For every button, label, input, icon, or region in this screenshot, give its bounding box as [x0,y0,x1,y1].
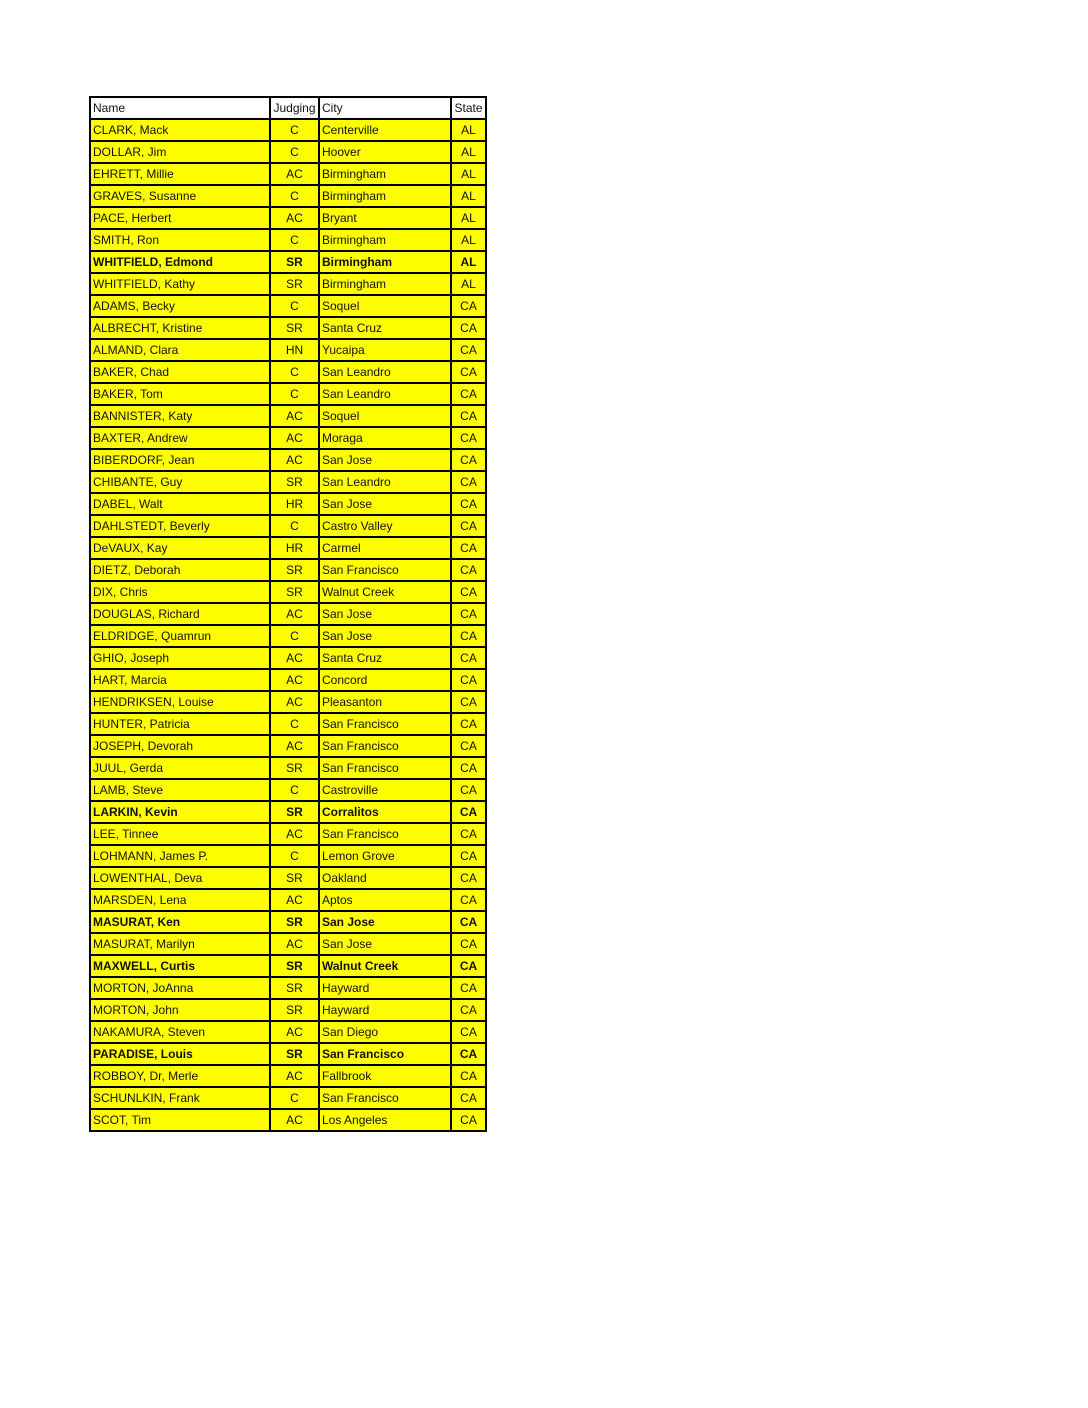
table-row [90,801,486,823]
cell-name: DeVAUX, Kay [90,537,270,559]
cell-judging: AC [270,427,319,449]
cell-city: Corralitos [319,801,451,823]
table-row [90,625,486,647]
cell-name: PACE, Herbert [90,207,270,229]
cell-name: ROBBOY, Dr, Merle [90,1065,270,1087]
cell-name: SCOT, Tim [90,1109,270,1131]
table-row [90,207,486,229]
table-row [90,141,486,163]
cell-city: Hayward [319,999,451,1021]
cell-city: Aptos [319,889,451,911]
table-row [90,1087,486,1109]
table-row [90,427,486,449]
table-row [90,295,486,317]
cell-name: DOLLAR, Jim [90,141,270,163]
cell-name: WHITFIELD, Kathy [90,273,270,295]
table-row [90,339,486,361]
cell-state: CA [451,955,486,977]
cell-name: JOSEPH, Devorah [90,735,270,757]
cell-state: AL [451,119,486,141]
cell-state: AL [451,163,486,185]
cell-name: DAHLSTEDT, Beverly [90,515,270,537]
cell-name: MORTON, John [90,999,270,1021]
cell-city: San Francisco [319,757,451,779]
table-row [90,955,486,977]
cell-state: CA [451,823,486,845]
cell-name: ADAMS, Becky [90,295,270,317]
cell-name: BANNISTER, Katy [90,405,270,427]
cell-state: CA [451,1021,486,1043]
cell-judging: AC [270,647,319,669]
table-row [90,119,486,141]
cell-state: CA [451,405,486,427]
cell-city: San Jose [319,625,451,647]
cell-judging: AC [270,1021,319,1043]
table-row [90,449,486,471]
cell-state: CA [451,779,486,801]
table-row [90,273,486,295]
cell-name: LOWENTHAL, Deva [90,867,270,889]
cell-name: LOHMANN, James P. [90,845,270,867]
cell-state: CA [451,735,486,757]
cell-judging: SR [270,757,319,779]
cell-name: LEE, Tinnee [90,823,270,845]
cell-state: AL [451,273,486,295]
cell-name: HENDRIKSEN, Louise [90,691,270,713]
cell-city: Soquel [319,295,451,317]
cell-city: Soquel [319,405,451,427]
header-judging: Judging [270,97,319,119]
cell-name: DIETZ, Deborah [90,559,270,581]
cell-name: BAKER, Chad [90,361,270,383]
cell-judging: AC [270,933,319,955]
cell-state: CA [451,427,486,449]
cell-state: AL [451,229,486,251]
table-row [90,185,486,207]
cell-name: MORTON, JoAnna [90,977,270,999]
cell-judging: HR [270,493,319,515]
cell-city: San Francisco [319,1087,451,1109]
table-row [90,647,486,669]
cell-name: CLARK, Mack [90,119,270,141]
cell-judging: C [270,185,319,207]
table-row [90,867,486,889]
cell-judging: HN [270,339,319,361]
table-row [90,405,486,427]
table-row [90,713,486,735]
cell-state: CA [451,801,486,823]
cell-judging: C [270,295,319,317]
cell-city: Centerville [319,119,451,141]
table-header-row [90,97,486,119]
table-row [90,977,486,999]
table-row [90,317,486,339]
table-row [90,383,486,405]
cell-judging: SR [270,1043,319,1065]
cell-city: San Jose [319,603,451,625]
cell-name: ALBRECHT, Kristine [90,317,270,339]
cell-city: San Leandro [319,361,451,383]
cell-name: BAXTER, Andrew [90,427,270,449]
cell-judging: C [270,1087,319,1109]
cell-state: CA [451,1109,486,1131]
cell-judging: AC [270,1109,319,1131]
cell-city: San Jose [319,911,451,933]
cell-state: CA [451,1065,486,1087]
table-row [90,1109,486,1131]
cell-name: SMITH, Ron [90,229,270,251]
table-row [90,581,486,603]
cell-city: Hoover [319,141,451,163]
cell-judging: AC [270,735,319,757]
cell-name: LARKIN, Kevin [90,801,270,823]
cell-city: Birmingham [319,163,451,185]
cell-city: Yucaipa [319,339,451,361]
cell-state: CA [451,1043,486,1065]
cell-judging: C [270,625,319,647]
cell-city: San Jose [319,493,451,515]
cell-name: MARSDEN, Lena [90,889,270,911]
cell-name: DOUGLAS, Richard [90,603,270,625]
cell-judging: AC [270,823,319,845]
cell-city: San Francisco [319,559,451,581]
table-row [90,229,486,251]
cell-state: AL [451,141,486,163]
table-row [90,163,486,185]
cell-judging: SR [270,911,319,933]
cell-city: Birmingham [319,229,451,251]
cell-judging: SR [270,801,319,823]
table-row [90,471,486,493]
cell-name: HART, Marcia [90,669,270,691]
cell-state: CA [451,383,486,405]
cell-name: LAMB, Steve [90,779,270,801]
cell-city: San Leandro [319,383,451,405]
cell-city: Birmingham [319,251,451,273]
cell-name: ALMAND, Clara [90,339,270,361]
cell-judging: C [270,119,319,141]
cell-name: GRAVES, Susanne [90,185,270,207]
cell-state: CA [451,537,486,559]
cell-state: CA [451,691,486,713]
cell-judging: SR [270,559,319,581]
cell-city: San Jose [319,933,451,955]
cell-state: CA [451,845,486,867]
cell-state: CA [451,339,486,361]
cell-judging: SR [270,867,319,889]
cell-city: San Francisco [319,713,451,735]
table-row [90,603,486,625]
cell-city: Castro Valley [319,515,451,537]
cell-name: MAXWELL, Curtis [90,955,270,977]
cell-city: Birmingham [319,185,451,207]
cell-judging: SR [270,471,319,493]
cell-state: CA [451,647,486,669]
cell-city: San Francisco [319,1043,451,1065]
cell-name: CHIBANTE, Guy [90,471,270,493]
cell-state: CA [451,911,486,933]
cell-city: Fallbrook [319,1065,451,1087]
cell-state: CA [451,1087,486,1109]
cell-state: CA [451,625,486,647]
cell-name: HUNTER, Patricia [90,713,270,735]
cell-judging: AC [270,669,319,691]
cell-name: BIBERDORF, Jean [90,449,270,471]
cell-city: Santa Cruz [319,647,451,669]
table-row [90,515,486,537]
cell-city: Hayward [319,977,451,999]
cell-name: MASURAT, Ken [90,911,270,933]
cell-city: Oakland [319,867,451,889]
cell-state: CA [451,999,486,1021]
cell-state: CA [451,933,486,955]
cell-judging: AC [270,1065,319,1087]
table-row [90,691,486,713]
cell-state: CA [451,449,486,471]
cell-state: AL [451,251,486,273]
cell-judging: AC [270,603,319,625]
cell-state: CA [451,515,486,537]
cell-judging: AC [270,449,319,471]
cell-state: CA [451,669,486,691]
cell-state: CA [451,713,486,735]
cell-city: Concord [319,669,451,691]
cell-judging: C [270,713,319,735]
cell-name: PARADISE, Louis [90,1043,270,1065]
table-row [90,889,486,911]
cell-state: CA [451,977,486,999]
cell-judging: C [270,779,319,801]
cell-name: WHITFIELD, Edmond [90,251,270,273]
cell-judging: SR [270,317,319,339]
cell-city: Carmel [319,537,451,559]
header-city: City [319,97,451,119]
table-row [90,845,486,867]
cell-name: DABEL, Walt [90,493,270,515]
cell-state: CA [451,603,486,625]
table-row [90,1043,486,1065]
cell-city: Walnut Creek [319,955,451,977]
cell-judging: C [270,141,319,163]
table-row [90,669,486,691]
cell-city: Santa Cruz [319,317,451,339]
table-row [90,823,486,845]
cell-city: Moraga [319,427,451,449]
table-row [90,559,486,581]
cell-city: Birmingham [319,273,451,295]
table-row [90,735,486,757]
cell-judging: AC [270,163,319,185]
cell-judging: C [270,229,319,251]
cell-name: SCHUNLKIN, Frank [90,1087,270,1109]
cell-state: CA [451,757,486,779]
cell-judging: C [270,383,319,405]
cell-state: CA [451,559,486,581]
header-state: State [451,97,486,119]
cell-city: Los Angeles [319,1109,451,1131]
cell-state: AL [451,185,486,207]
table-row [90,911,486,933]
cell-state: CA [451,867,486,889]
cell-judging: HR [270,537,319,559]
cell-name: GHIO, Joseph [90,647,270,669]
cell-name: JUUL, Gerda [90,757,270,779]
table-row [90,779,486,801]
table-row [90,1021,486,1043]
cell-judging: AC [270,405,319,427]
cell-city: Bryant [319,207,451,229]
cell-city: San Jose [319,449,451,471]
cell-name: NAKAMURA, Steven [90,1021,270,1043]
cell-city: San Francisco [319,823,451,845]
cell-name: MASURAT, Marilyn [90,933,270,955]
cell-judging: SR [270,999,319,1021]
cell-judging: SR [270,955,319,977]
cell-judging: SR [270,273,319,295]
cell-judging: SR [270,581,319,603]
table-row [90,1065,486,1087]
table-row [90,537,486,559]
cell-name: DIX, Chris [90,581,270,603]
header-name: Name [90,97,270,119]
judges-table [89,96,487,1132]
cell-judging: C [270,361,319,383]
cell-state: CA [451,317,486,339]
cell-judging: C [270,845,319,867]
cell-judging: AC [270,691,319,713]
cell-judging: SR [270,251,319,273]
cell-state: CA [451,471,486,493]
cell-city: Pleasanton [319,691,451,713]
cell-state: CA [451,581,486,603]
cell-name: ELDRIDGE, Quamrun [90,625,270,647]
table-row [90,361,486,383]
cell-city: Lemon Grove [319,845,451,867]
cell-state: CA [451,889,486,911]
cell-city: Walnut Creek [319,581,451,603]
cell-city: Castroville [319,779,451,801]
cell-judging: SR [270,977,319,999]
judges-table-body [90,97,486,1131]
cell-state: CA [451,295,486,317]
cell-city: San Diego [319,1021,451,1043]
table-row [90,757,486,779]
cell-name: EHRETT, Millie [90,163,270,185]
cell-city: San Francisco [319,735,451,757]
cell-state: AL [451,207,486,229]
cell-state: CA [451,493,486,515]
table-row [90,933,486,955]
cell-city: San Leandro [319,471,451,493]
cell-judging: C [270,515,319,537]
cell-judging: AC [270,889,319,911]
table-row [90,999,486,1021]
cell-state: CA [451,361,486,383]
table-row [90,493,486,515]
cell-judging: AC [270,207,319,229]
table-row [90,251,486,273]
cell-name: BAKER, Tom [90,383,270,405]
